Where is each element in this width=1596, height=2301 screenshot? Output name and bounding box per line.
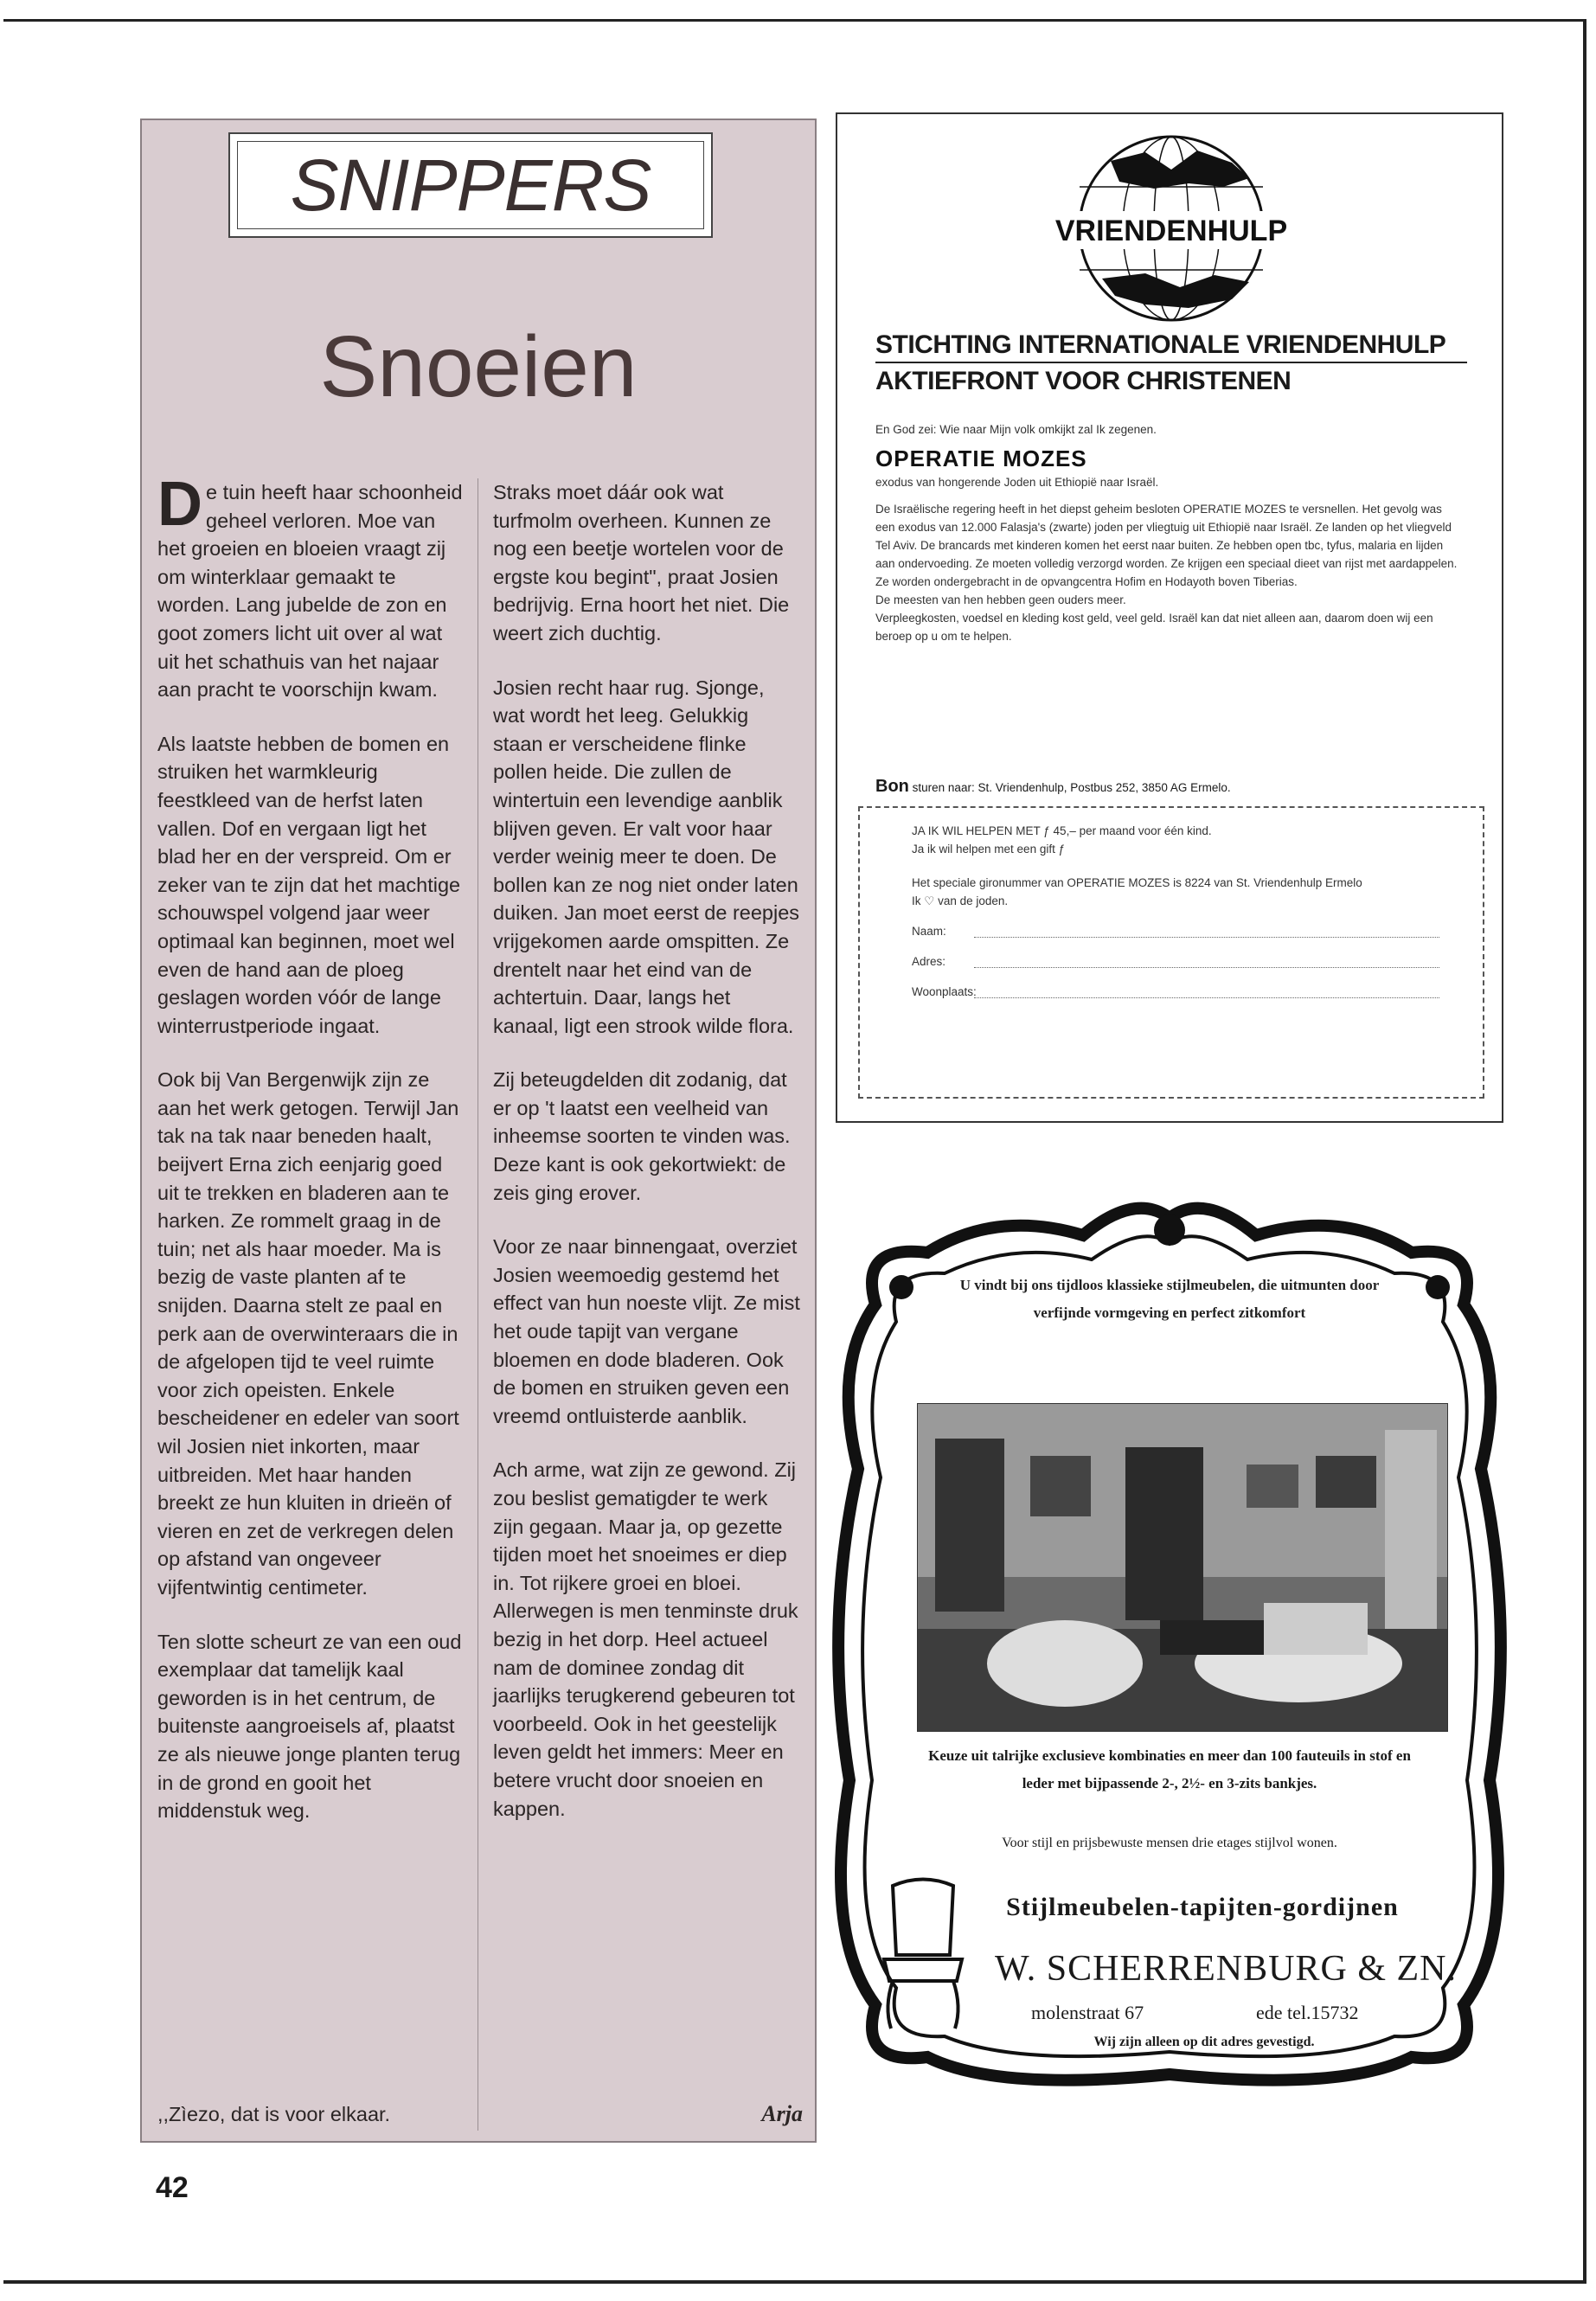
ad-tagline: Voor stijl en prijsbewuste mensen drie etages stijlvol wonen.	[1002, 1836, 1337, 1850]
name-field[interactable]: Naam:	[912, 922, 1439, 940]
coupon-line-2: Ja ik wil helpen met een gift ƒ	[912, 843, 1066, 856]
ad-intro: U vindt bij ons tijdloos klassieke stijlmeubelen, die uitmunten door verfijnde vormgeving en perfect zitkomfort	[959, 1277, 1380, 1321]
coupon-line-4: Ik ♡ van de joden.	[912, 894, 1009, 907]
chair-icon	[867, 1877, 979, 2033]
section-label: SNIPPERS	[290, 144, 651, 226]
paragraph: Ook bij Van Bergenwijk zijn ze aan het werk getogen. Terwijl Jan tak na tak naar beneden haalt, beijvert Erna zich eenjarig goed uit te trekken en bladeren aan te harken. Ze rommelt graag in de tuin; net als haar moeder. Ma is bezig de vaste planten af te snijden. Daarna stelt ze paal en perk aan de overwinteraars die in de afgelopen tijd te veel ruimte voor zich opeisten. Enkele bescheidener en edeler van soort wil Josien niet inkorten, maar uitbreiden. Met haar handen breekt ze hun kluiten in drieën of vieren en zet de verkregen delen op afstand van ongeveer vijfentwintig centimeter.	[157, 1068, 459, 1599]
vriendenhulp-ad	[836, 112, 1503, 1123]
address-field[interactable]: Adres:	[912, 952, 1439, 971]
logo-text: VRIENDENHULP	[1054, 215, 1288, 247]
op-body-3: Verpleegkosten, voedsel en kleding kost geld, veel geld. Israël kan dat niet alleen aan, daarom doen wij een beroep op u om te helpen.	[875, 612, 1433, 643]
bon-label: Bon	[875, 777, 909, 796]
paragraph: Zij beteugdelden dit zodanig, dat er op 't laatst een veelheid van inheemse soorten te vinden was. Deze kant is ook gekortwiekt: de zeis ging erover.	[493, 1068, 791, 1204]
ad-body	[875, 420, 1464, 645]
operation-title: OPERATIE MOZES	[875, 445, 1087, 471]
bon-line	[875, 777, 1464, 797]
paragraph: Ach arme, wat zijn ze gewond. Zij zou beslist gematigder te werk zijn gegaan. Maar ja, op gezette tijden moet het snoeimes er diep in. Tot rijkere groei en bloei. Allerwegen is men tenminste druk bezig in het dorp. Heel actueel nam de dominee zondag dit jaarlijks terugkerend gebeuren tot voorbeeld. Ook in het geestelijk leven geldt het immers: Meer en betere vrucht door snoeien en kappen.	[493, 1458, 798, 1820]
ad-heading-1: STICHTING INTERNATIONALE VRIENDENHULP	[875, 330, 1467, 363]
article-title: Snoeien	[319, 318, 638, 415]
company-name: W. SCHERRENBURG & ZN.	[994, 1949, 1457, 1989]
op-body: De Israëlische regering heeft in het diepst geheim besloten OPERATIE MOZES te versnellen. Het gevolg was een exodus van 12.000 Falasja's (zwarte) joden per vliegtuig uit Ethiopië naar Israël. Ze landen op het vliegveld Tel Aviv. De brancards met kinderen komen het eerst naar buiten. Ze hebben open tbc, tyfus, malaria en lijden aan ondervoeding. Ze moeten volledig verzorgd worden. Ze krijgen een speciaal dieet van rijst met aardappelen. Ze worden ondergebracht in de opvangcentra Hofim en Hodayoth boven Tiberias.	[875, 503, 1458, 588]
ad-location-note: Wij zijn alleen op dit adres gevestigd.	[1093, 2035, 1315, 2049]
verse: En God zei: Wie naar Mijn volk omkijkt zal Ik zegenen.	[875, 423, 1157, 436]
paragraph: Straks moet dáár ook wat turfmolm overheen. Kunnen ze nog een beetje wortelen voor de ergste kou begint", praat Josien bedrijvig. Erna hoort het niet. Die weert zich duchtig.	[493, 481, 790, 644]
ad-products: Stijlmeubelen-tapijten-gordijnen	[1006, 1893, 1399, 1921]
op-body-2: De meesten van hen hebben geen ouders meer.	[875, 593, 1126, 606]
ad-choice-text: Keuze uit talrijke exclusieve kombinaties en meer dan 100 fauteuils in stof en leder met bijpassende 2-, 2½- en 3-zits bankjes.	[928, 1747, 1411, 1791]
closing-quote: ,,Zìezo, dat is voor elkaar.	[157, 2103, 391, 2125]
snippers-column	[140, 119, 817, 2143]
paragraph: Voor ze naar binnengaat, overziet Josien weemoedig gestemd het effect van hun noeste vlijt. Ze mist het oude tapijt van vergane bloemen en dode bladeren. Ook de bomen en struiken geven een vreemd ontluisterde aanblik.	[493, 1235, 800, 1427]
company-address: molenstraat 67	[1031, 2002, 1144, 2023]
paragraph: Ten slotte scheurt ze van een oud exemplaar dat tamelijk kaal geworden is in het centrum, de buitenste aangroeisels af, plaatst ze als nieuwe jonge planten terug in de grond en gooit het middenstuk weg.	[157, 1630, 462, 1823]
paragraph: De tuin heeft haar schoonheid geheel verloren. Moe van het groeien en bloeien vraagt zij om winterklaar gemaakt te worden. Lang jubelde de zon en goot zomers licht uit over al wat uit het schathuis van het najaar aan pracht te voorschijn kwam.	[157, 470, 463, 702]
coupon	[858, 806, 1484, 1099]
globe-logo-icon	[1033, 126, 1310, 334]
page-number: 42	[156, 2171, 189, 2204]
author-signature: Arja	[761, 2101, 803, 2126]
drop-cap: D	[157, 470, 202, 539]
bon-text: sturen naar: St. Vriendenhulp, Postbus 252, 3850 AG Ermelo.	[912, 781, 1231, 794]
snippers-header-box	[228, 132, 713, 238]
article-column-left	[157, 470, 465, 1851]
article-column-right	[493, 478, 801, 1849]
company-phone: ede tel.15732	[1256, 2002, 1359, 2023]
paragraph: Als laatste hebben de bomen en struiken het warmkleurig feestkleed van de herfst laten vallen. Dof en vergaan ligt het blad her en der verspreid. Om er zeker van te zijn dat het machtige schouwspel volgend jaar weer optimaal kan beginnen, moet wel even de hand aan de ploeg geslagen worden vóór de lange winterrustperiode ingaat.	[157, 732, 461, 1037]
city-field[interactable]: Woonplaats:	[912, 983, 1439, 1001]
paragraph: Josien recht haar rug. Sjonge, wat wordt het leeg. Gelukkig staan er verscheidene flinke pollen heide. Die zullen de wintertuin een levendige aanblik blijven geven. Er valt voor haar verder weinig meer te doen. De bollen kan ze nog niet onder laten duiken. Jan moet eerst de reepjes vrijgekomen aarde omspitten. Ze drentelt naar het eind van de achtertuin. Daar, langs het kanaal, ligt een strook wilde flora.	[493, 676, 800, 1037]
op-subtitle: exodus van hongerende Joden uit Ethiopië naar Israël.	[875, 476, 1159, 489]
coupon-line-1: JA IK WIL HELPEN MET ƒ 45,– per maand voor één kind.	[912, 824, 1212, 837]
interior-image-icon	[918, 1404, 1447, 1731]
ad-heading-2: AKTIEFRONT VOOR CHRISTENEN	[875, 367, 1292, 395]
coupon-line-3: Het speciale gironummer van OPERATIE MOZES is 8224 van St. Vriendenhulp Ermelo	[912, 876, 1362, 889]
scherrenburg-ad	[824, 1192, 1516, 2093]
living-room-photo	[917, 1403, 1448, 1732]
